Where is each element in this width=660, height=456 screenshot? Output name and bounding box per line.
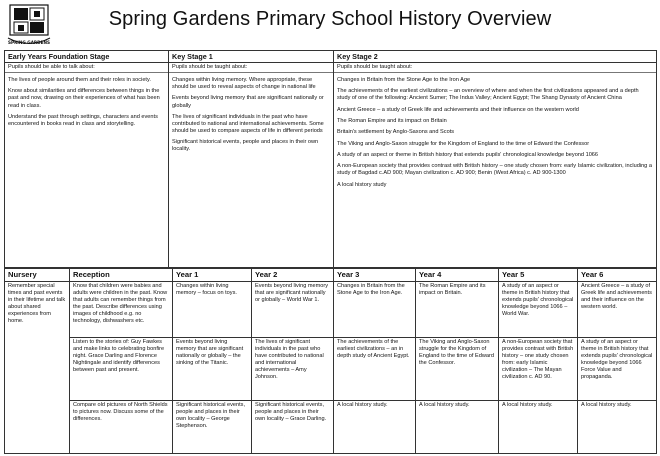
ks1-intro: Pupils should be taught about:: [169, 64, 333, 73]
year-3-cell: A local history study.: [334, 401, 416, 454]
ks1-para: Significant historical events, people and places in their own locality.: [172, 139, 319, 153]
eyfs-para: Understand the past through settings, characters and events encountered in books read in class and storytelling.: [8, 113, 158, 127]
ks2-cell: [334, 63, 657, 268]
year-5-cell: A study of an aspect or theme in British history that extends pupils' chronological knowledge beyond 1066 – World War.: [499, 282, 578, 338]
ks1-para: The lives of significant individuals in the past who have contributed to national and international achievements. Some should be used to compare aspects of life in different periods: [172, 113, 324, 135]
key-stage-table: [4, 50, 657, 268]
header-nursery: Nursery: [5, 269, 70, 282]
ks2-heading: Key Stage 2: [334, 51, 657, 63]
ks1-para: Events beyond living memory that are significant nationally or globally: [172, 95, 324, 109]
header-year-2: Year 2: [252, 269, 334, 282]
ks2-para: A study of an aspect or theme in British history that extends pupils' chronological knowledge beyond 1066: [337, 151, 599, 158]
ks1-para: Changes within living memory. Where appropriate, these should be used to reveal aspects of change in national life: [172, 77, 316, 91]
year-5-cell: A local history study.: [499, 401, 578, 454]
year-4-cell: The Viking and Anglo-Saxon struggle for the Kingdom of England to the time of Edward the Confessor.: [416, 338, 499, 401]
page-title: Spring Gardens Primary School History Overview: [108, 8, 552, 30]
header-year-1: Year 1: [173, 269, 252, 282]
header-year-6: Year 6: [578, 269, 657, 282]
year-2-cell: Significant historical events, people and places in their own locality – Grace Darling.: [252, 401, 334, 454]
ks2-para: The achievements of the earliest civilizations – an overview of where and when the first civilizations appeared and a depth study of one of the following: Ancient Sumer; The Indus Valley; Ancient Egypt; The Shang Dynasty of Ancient China: [337, 88, 639, 102]
year-6-cell: Ancient Greece – a study of Greek life and achievements and their influence on the western world.: [578, 282, 657, 338]
eyfs-para: The lives of people around them and their roles in society.: [8, 77, 151, 84]
eyfs-cell: [5, 63, 169, 268]
ks2-para: A local history study: [337, 181, 387, 188]
header-year-4: Year 4: [416, 269, 499, 282]
eyfs-heading: Early Years Foundation Stage: [5, 51, 169, 63]
eyfs-para: Know about similarities and differences between things in the past and now, drawing on their experiences of what has been read in class.: [8, 88, 160, 109]
year-1-cell: Events beyond living memory that are significant nationally or globally – the sinking of the Titanic.: [173, 338, 252, 401]
year-6-cell: A local history study.: [578, 401, 657, 454]
year-4-cell: A local history study.: [416, 401, 499, 454]
header-year-5: Year 5: [499, 269, 578, 282]
ks2-para: The Viking and Anglo-Saxon struggle for the Kingdom of England to the time of Edward the Confessor: [337, 140, 590, 147]
ks2-para: The Roman Empire and its impact on Britain: [337, 118, 447, 125]
year-3-cell: The achievements of the earliest civilizations – an in depth study of Ancient Egypt.: [334, 338, 416, 401]
reception-cell: Compare old pictures of North Shields to pictures now. Discuss some of the differences.: [70, 401, 173, 454]
year-3-cell: Changes in Britain from the Stone Age to the Iron Age.: [334, 282, 416, 338]
ks2-para: Ancient Greece – a study of Greek life and achievements and their influence on the western world: [337, 106, 579, 113]
reception-cell: Listen to the stories of: Guy Fawkes and make links to celebrating bonfire night. Grace Darling and Florence Nightingale and identify differences between past and present.: [70, 338, 173, 401]
year-5-cell: A non-European society that provides contrast with British history – one study chosen from: early Islamic civilization – The Mayan civilization c. AD 90.: [499, 338, 578, 401]
ks2-intro: Pupils should be taught about:: [334, 64, 656, 73]
ks2-para: Britain's settlement by Anglo-Saxons and Scots: [337, 129, 455, 136]
ks2-para: A non-European society that provides contrast with British history – one study chosen from: early Islamic civilization, including a study of Bagdad c.AD 900; Mayan civilization c. AD 900; Benin (West Africa) c. AD 900-1300: [337, 163, 652, 177]
year-4-cell: The Roman Empire and its impact on Britain.: [416, 282, 499, 338]
ks2-para: Changes in Britain from the Stone Age to the Iron Age: [337, 77, 471, 84]
ks1-heading: Key Stage 1: [169, 51, 334, 63]
year-1-cell: Changes within living memory – focus on toys.: [173, 282, 252, 338]
year-2-cell: Events beyond living memory that are significant nationally or globally – World War 1.: [252, 282, 334, 338]
year-group-table: [4, 268, 657, 454]
eyfs-intro: Pupils should be able to talk about:: [5, 64, 168, 73]
nursery-cell: Remember special times and past events in their lifetime and talk about shared experiences from home.: [5, 282, 70, 454]
ks1-cell: [169, 63, 334, 268]
year-6-cell: A study of an aspect or theme in British history that extends pupils' chronological knowledge beyond 1066 Force Value and propaganda.: [578, 338, 657, 401]
reception-cell: Know that children were babies and adults were children in the past. Know that adults can remember things from the past. Describe differences using images of childhood e.g. no technology, dishwashers etc.: [70, 282, 173, 338]
year-2-cell: The lives of significant individuals in the past who have contributed to national and international achievements – Amy Johnson.: [252, 338, 334, 401]
logo-text: SPRING GARDENS: [7, 40, 51, 45]
header-year-3: Year 3: [334, 269, 416, 282]
header-reception: Reception: [70, 269, 173, 282]
year-1-cell: Significant historical events, people and places in their own locality – George Stephenson.: [173, 401, 252, 454]
